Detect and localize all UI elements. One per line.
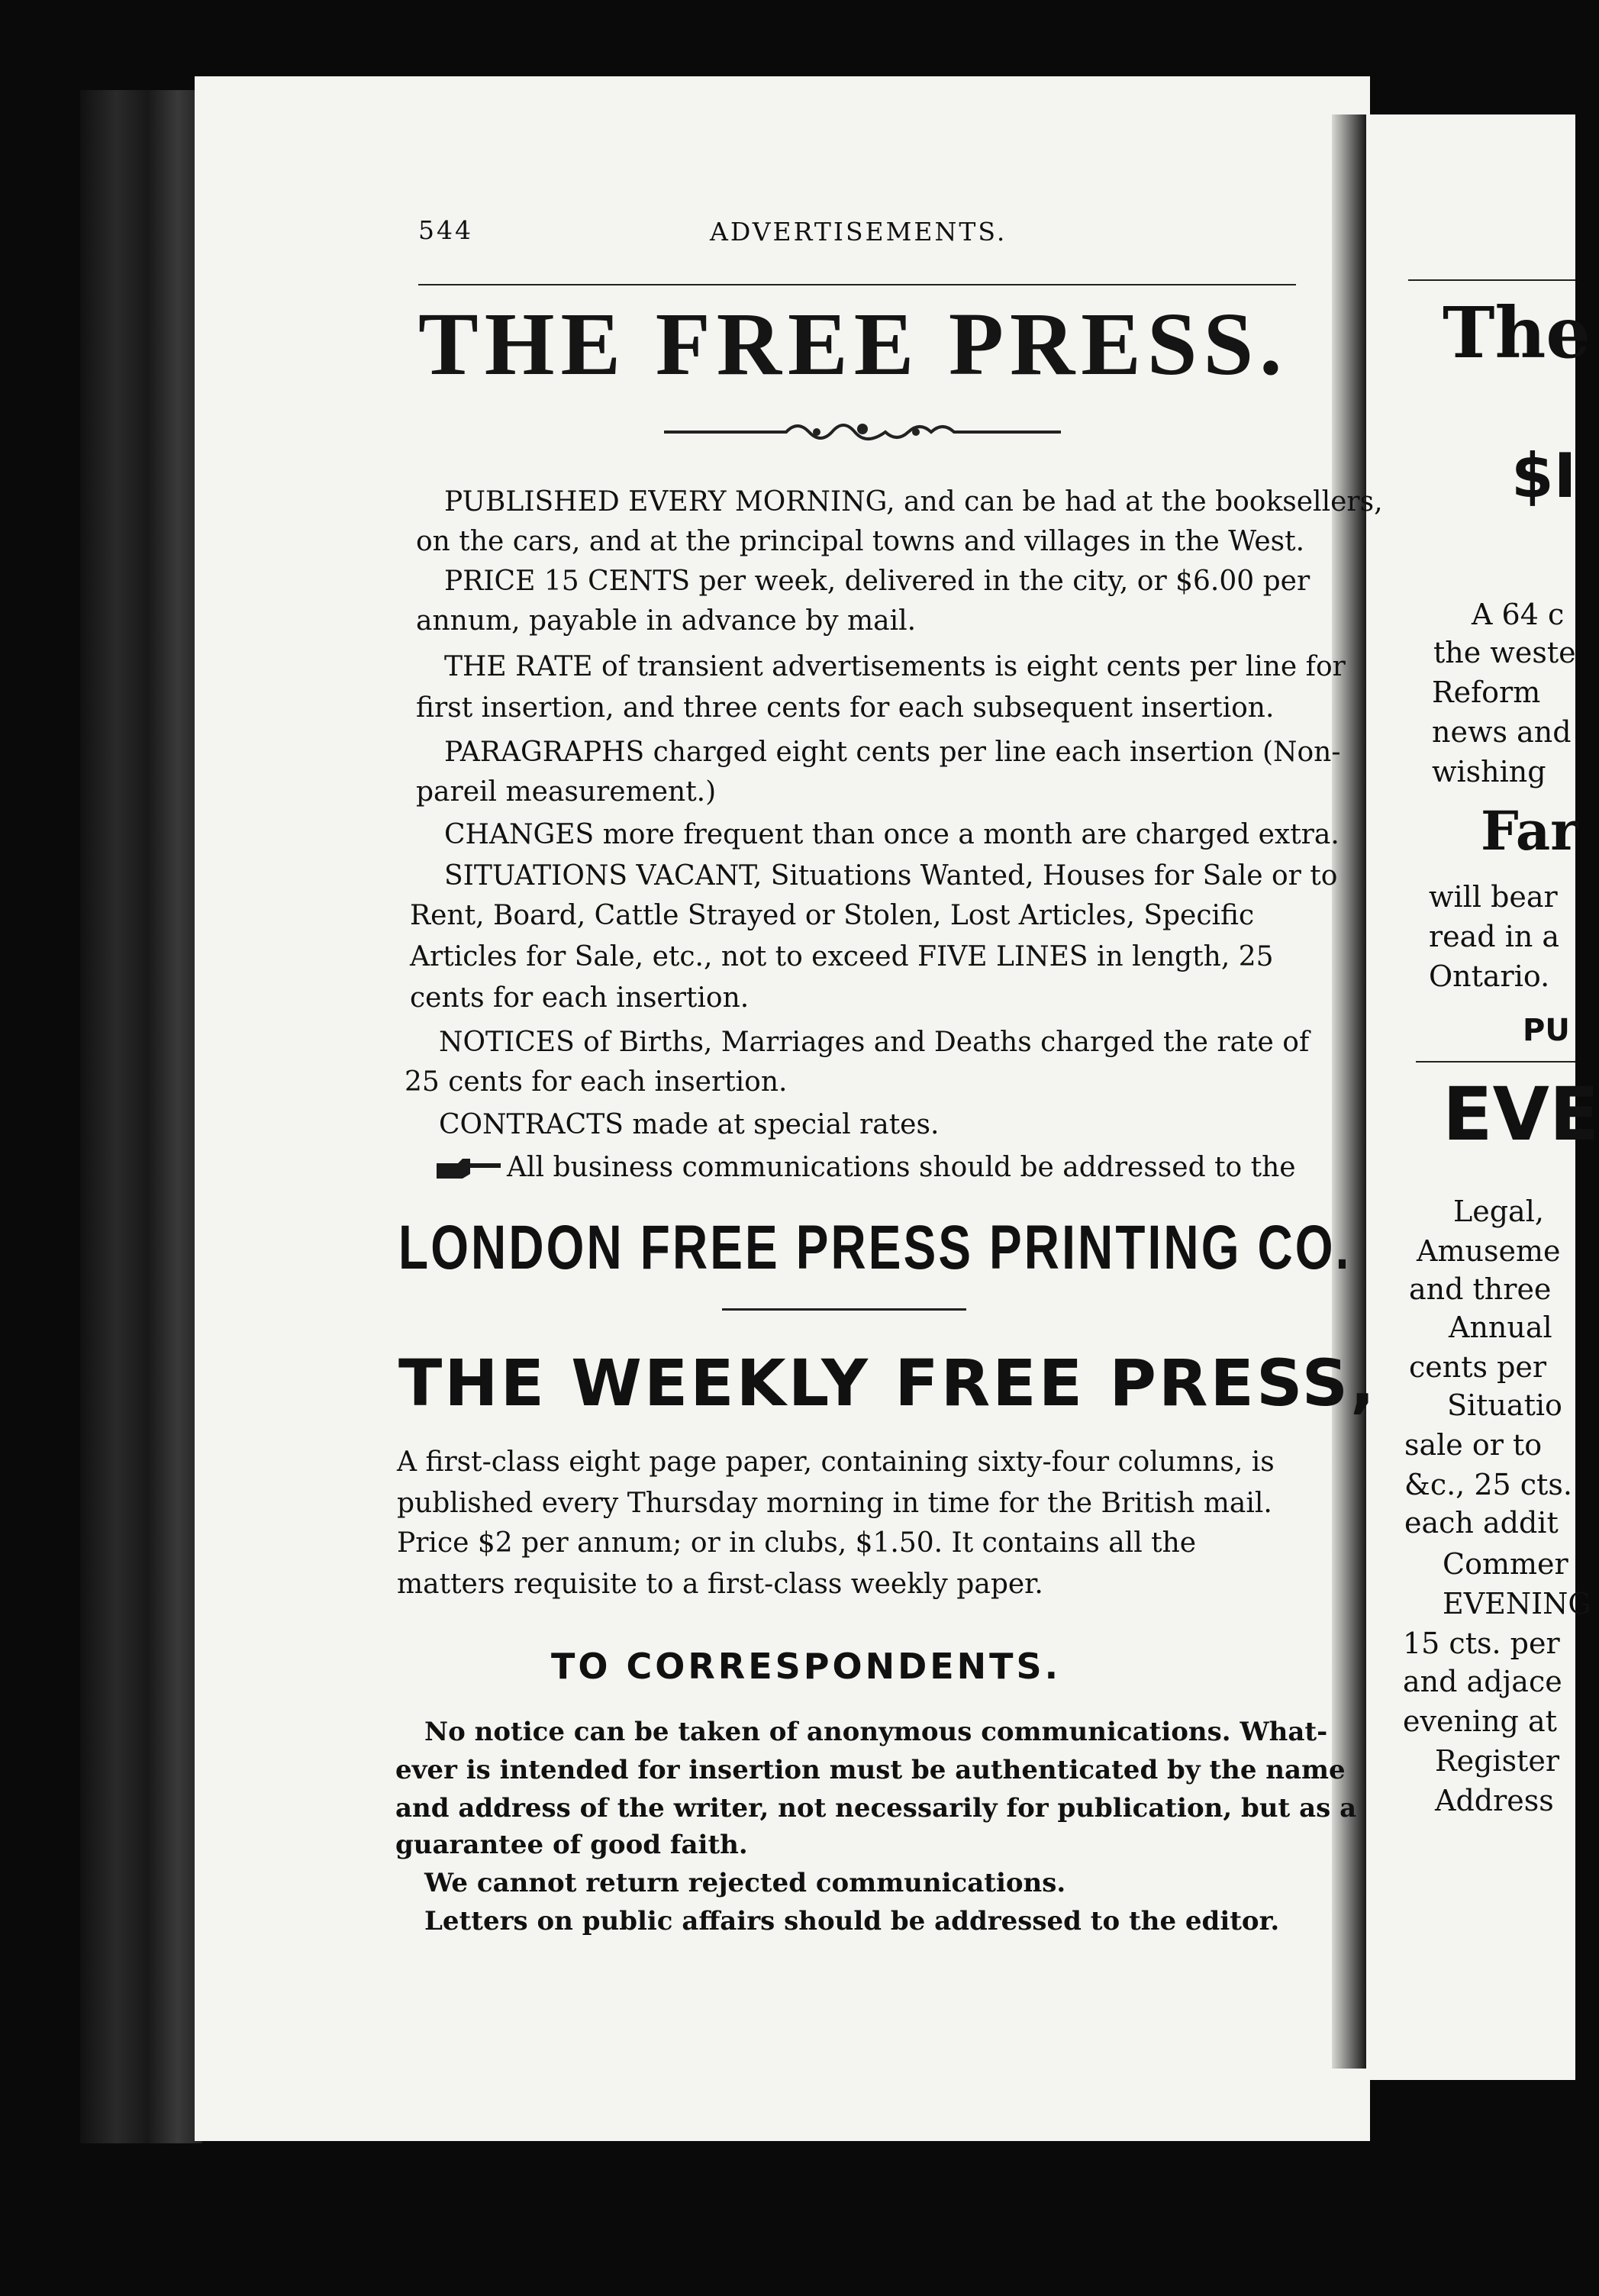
right-line-2: the weste bbox=[1433, 636, 1576, 669]
ad-line-2: on the cars, and at the principal towns and villages in the West. bbox=[416, 526, 1305, 557]
ad-line-7: PARAGRAPHS charged eight cents per line each insertion (Non- bbox=[444, 737, 1341, 768]
ad-line-8: pareil measurement.) bbox=[416, 776, 717, 808]
right-line-4: news and bbox=[1432, 715, 1572, 749]
right-line-19: EVENING bbox=[1443, 1587, 1591, 1620]
right-line-13: cents per bbox=[1409, 1350, 1547, 1384]
right-line-23: Register bbox=[1435, 1744, 1560, 1778]
right-line-12: Annual bbox=[1449, 1311, 1552, 1344]
right-header-rule bbox=[1408, 279, 1575, 281]
ad-line-9: CHANGES more frequent than once a month are charged extra. bbox=[444, 819, 1339, 850]
right-line-3: Reform bbox=[1432, 676, 1541, 709]
right-line-9: Legal, bbox=[1453, 1195, 1544, 1228]
right-line-22: evening at bbox=[1403, 1704, 1557, 1738]
right-line-1: A 64 c bbox=[1472, 598, 1565, 631]
running-head: ADVERTISEMENTS. bbox=[710, 217, 1007, 247]
correspondents-line-4: guarantee of good faith. bbox=[395, 1830, 748, 1860]
right-line-18: Commer bbox=[1443, 1547, 1568, 1581]
book-edge bbox=[80, 90, 202, 2143]
right-line-21: and adjace bbox=[1403, 1665, 1562, 1698]
page-title: THE FREE PRESS. bbox=[418, 294, 1288, 394]
right-line-11: and three bbox=[1409, 1272, 1552, 1306]
weekly-line-1: A first-class eight page paper, containing sixty-four columns, is bbox=[397, 1446, 1275, 1478]
right-line-14: Situatio bbox=[1447, 1388, 1562, 1422]
right-line-15: sale or to bbox=[1404, 1428, 1543, 1462]
company-name: LONDON FREE PRESS PRINTING CO. bbox=[398, 1213, 1352, 1282]
ad-line-17: All business communications should be addressed to the bbox=[507, 1152, 1296, 1183]
ad-line-4: annum, payable in advance by mail. bbox=[416, 605, 917, 637]
right-title-fragment: The bbox=[1443, 292, 1591, 374]
ad-line-11: Rent, Board, Cattle Strayed or Stolen, Lost Articles, Specific bbox=[410, 900, 1255, 931]
correspondents-line-1: No notice can be taken of anonymous communications. What- bbox=[424, 1717, 1328, 1747]
header-rule bbox=[418, 284, 1296, 285]
ad-line-6: first insertion, and three cents for each subsequent insertion. bbox=[416, 692, 1275, 724]
page-number: 544 bbox=[418, 215, 473, 245]
right-farm-fragment: Far bbox=[1481, 799, 1579, 863]
weekly-line-4: matters requisite to a first-class weekly paper. bbox=[397, 1569, 1043, 1600]
right-line-7: read in a bbox=[1429, 920, 1560, 953]
right-line-6: will bear bbox=[1429, 880, 1558, 914]
pointing-hand-icon bbox=[435, 1157, 502, 1180]
section-rule bbox=[722, 1308, 966, 1311]
correspondents-line-5: We cannot return rejected communications. bbox=[424, 1868, 1066, 1898]
ad-line-16: CONTRACTS made at special rates. bbox=[439, 1109, 940, 1140]
weekly-title: THE WEEKLY FREE PRESS, bbox=[398, 1346, 1378, 1420]
correspondents-line-2: ever is intended for insertion must be authenticated by the name bbox=[395, 1755, 1346, 1785]
ad-line-5: THE RATE of transient advertisements is eight cents per line for bbox=[444, 651, 1346, 682]
ad-line-15: 25 cents for each insertion. bbox=[405, 1066, 788, 1098]
ad-line-13: cents for each insertion. bbox=[410, 982, 750, 1014]
right-line-8: Ontario. bbox=[1429, 959, 1550, 993]
flourish-ornament bbox=[664, 412, 1061, 452]
right-line-10: Amuseme bbox=[1417, 1234, 1561, 1268]
right-every-fragment: EVE bbox=[1443, 1072, 1599, 1157]
weekly-line-2: published every Thursday morning in time for the British mail. bbox=[397, 1488, 1272, 1519]
ad-line-3: PRICE 15 CENTS per week, delivered in the city, or $6.00 per bbox=[444, 566, 1310, 597]
right-line-16: &c., 25 cts. bbox=[1404, 1468, 1572, 1501]
right-line-24: Address bbox=[1435, 1784, 1554, 1817]
right-line-20: 15 cts. per bbox=[1403, 1627, 1560, 1660]
right-section-rule bbox=[1416, 1061, 1575, 1063]
right-price-fragment: $I bbox=[1511, 440, 1577, 511]
correspondents-line-3: and address of the writer, not necessarily for publication, but as a bbox=[395, 1793, 1357, 1824]
right-pu-fragment: PU bbox=[1523, 1013, 1570, 1048]
ad-line-10: SITUATIONS VACANT, Situations Wanted, Houses for Sale or to bbox=[444, 860, 1338, 892]
correspondents-line-6: Letters on public affairs should be addressed to the editor. bbox=[424, 1906, 1280, 1936]
ad-line-12: Articles for Sale, etc., not to exceed FIVE LINES in length, 25 bbox=[410, 941, 1274, 972]
right-line-17: each addit bbox=[1404, 1506, 1559, 1540]
correspondents-title: TO CORRESPONDENTS. bbox=[551, 1646, 1062, 1687]
weekly-line-3: Price $2 per annum; or in clubs, $1.50. It contains all the bbox=[397, 1527, 1197, 1559]
ad-line-14: NOTICES of Births, Marriages and Deaths charged the rate of bbox=[439, 1027, 1310, 1058]
ad-line-1: PUBLISHED EVERY MORNING, and can be had at the booksellers, bbox=[444, 486, 1383, 518]
right-line-5: wishing bbox=[1432, 755, 1546, 788]
